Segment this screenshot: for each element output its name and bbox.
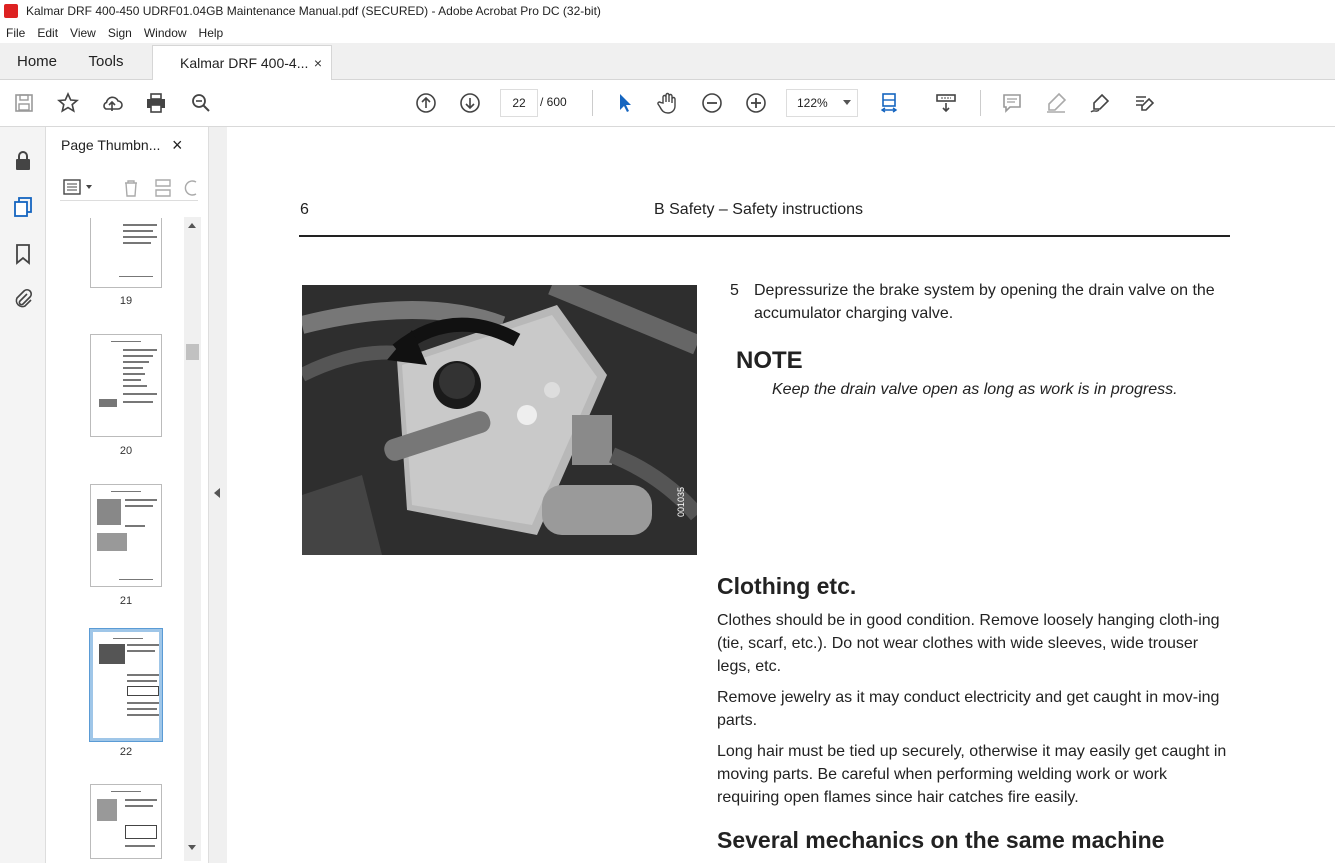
extract-page-icon[interactable] bbox=[152, 177, 174, 199]
rotate-page-icon[interactable] bbox=[184, 177, 198, 199]
close-tab-icon[interactable]: × bbox=[313, 55, 322, 71]
menu-edit[interactable]: Edit bbox=[37, 25, 59, 40]
highlight-pen-icon[interactable] bbox=[1044, 91, 1068, 115]
page-thumbnails-panel bbox=[46, 127, 209, 863]
thumbnail-options-icon[interactable] bbox=[62, 177, 96, 197]
attachment-icon[interactable] bbox=[11, 287, 35, 311]
select-cursor-icon[interactable] bbox=[612, 91, 636, 115]
menu-window[interactable]: Window bbox=[143, 25, 187, 40]
step-text: Depressurize the brake system by opening the drain valve on the accumulator charging valve. bbox=[754, 282, 1215, 322]
page-number: 6 bbox=[300, 201, 309, 218]
menu-bar bbox=[0, 22, 1335, 43]
tab-tools[interactable]: Tools bbox=[88, 52, 124, 70]
lock-icon[interactable] bbox=[11, 149, 35, 173]
fit-page-icon[interactable] bbox=[878, 91, 902, 115]
title-bar bbox=[0, 0, 1335, 22]
thumbnail-page-19[interactable] bbox=[90, 218, 162, 288]
acrobat-app-icon bbox=[4, 4, 18, 18]
tab-bar bbox=[0, 43, 1335, 80]
clothing-paragraph-2: Remove jewelry as it may conduct electricity and get caught in mov-ing parts. bbox=[717, 689, 1220, 729]
menu-sign[interactable]: Sign bbox=[107, 25, 132, 40]
thumbnail-page-21[interactable] bbox=[90, 484, 162, 587]
draw-sign-icon[interactable] bbox=[1088, 91, 1112, 115]
mechanics-heading: Several mechanics on the same machine bbox=[717, 827, 1165, 853]
menu-file[interactable]: File bbox=[6, 25, 26, 40]
zoom-out-icon[interactable] bbox=[700, 91, 724, 115]
header-rule bbox=[299, 235, 1230, 237]
scroll-up-icon[interactable] bbox=[188, 223, 196, 228]
thumbnail-label-22: 22 bbox=[119, 746, 133, 758]
zoom-level-select[interactable] bbox=[786, 89, 858, 117]
thumbnails-panel-title: Page Thumbn... bbox=[61, 137, 161, 153]
thumbnail-page-20[interactable] bbox=[90, 334, 162, 437]
page-number-input[interactable]: 22 bbox=[500, 89, 538, 117]
document-page bbox=[227, 127, 1335, 863]
zoom-level-value: 122% bbox=[797, 96, 828, 110]
save-icon[interactable] bbox=[12, 91, 36, 115]
note-text: Keep the drain valve open as long as work is in progress. bbox=[772, 381, 1178, 398]
hand-tool-icon[interactable] bbox=[656, 91, 680, 115]
print-icon[interactable] bbox=[144, 91, 168, 115]
bookmark-icon[interactable] bbox=[11, 242, 35, 266]
bookmark-star-icon[interactable] bbox=[56, 91, 80, 115]
zoom-in-icon[interactable] bbox=[744, 91, 768, 115]
edit-pdf-icon[interactable] bbox=[1132, 91, 1156, 115]
step-number: 5 bbox=[730, 282, 739, 299]
thumbnail-page-23[interactable] bbox=[90, 784, 162, 859]
toolbar-divider bbox=[592, 90, 593, 116]
thumbnail-page-22[interactable] bbox=[90, 629, 162, 741]
zoom-search-icon[interactable] bbox=[189, 91, 213, 115]
note-title: NOTE bbox=[736, 347, 803, 374]
photo-code: 001035 bbox=[676, 486, 686, 517]
toolbar-divider bbox=[980, 90, 981, 116]
clothing-paragraph-3: Long hair must be tied up securely, otherwise it may easily get caught in moving parts. Be careful when performing welding work or work requiring open flames since hair catches fire easily. bbox=[717, 743, 1227, 806]
valve-photo bbox=[302, 285, 697, 555]
close-panel-icon[interactable]: × bbox=[172, 135, 183, 155]
delete-page-icon[interactable] bbox=[120, 177, 142, 199]
menu-view[interactable]: View bbox=[70, 25, 96, 40]
page-total: / 600 bbox=[540, 95, 567, 109]
comment-icon[interactable] bbox=[1000, 91, 1024, 115]
thumbnail-label-20: 20 bbox=[119, 445, 133, 457]
menu-help[interactable]: Help bbox=[198, 25, 224, 40]
page-header: B Safety – Safety instructions bbox=[654, 201, 863, 218]
previous-page-icon[interactable] bbox=[414, 91, 438, 115]
pages-icon[interactable] bbox=[11, 195, 35, 219]
chevron-down-icon bbox=[843, 100, 851, 105]
upload-cloud-icon[interactable] bbox=[100, 91, 124, 115]
thumbnail-label-19: 19 bbox=[119, 295, 133, 307]
scroll-down-icon[interactable] bbox=[188, 845, 196, 850]
clothing-heading: Clothing etc. bbox=[717, 573, 857, 599]
collapse-panel-handle[interactable] bbox=[209, 127, 227, 863]
thumbnail-scrollbar[interactable] bbox=[184, 217, 201, 861]
thumbnails-toolbar bbox=[60, 175, 198, 201]
next-page-icon[interactable] bbox=[458, 91, 482, 115]
scroll-mode-icon[interactable] bbox=[934, 91, 958, 115]
clothing-paragraph-1: Clothes should be in good condition. Remove loosely hanging cloth-ing (tie, scarf, etc.). Do not wear clothes with wide sleeves, wide trouser legs, etc. bbox=[717, 612, 1220, 675]
tab-document[interactable] bbox=[152, 45, 332, 80]
left-tool-rail bbox=[0, 127, 46, 863]
window-title: Kalmar DRF 400-450 UDRF01.04GB Maintenance Manual.pdf (SECURED) - Adobe Acrobat Pro DC (32-bit) bbox=[26, 4, 601, 18]
scrollbar-thumb[interactable] bbox=[186, 344, 199, 360]
chevron-left-icon bbox=[214, 488, 220, 498]
tab-home[interactable]: Home bbox=[16, 52, 57, 70]
thumbnail-label-21: 21 bbox=[119, 595, 133, 607]
tab-document-label: Kalmar DRF 400-4... bbox=[180, 55, 309, 71]
